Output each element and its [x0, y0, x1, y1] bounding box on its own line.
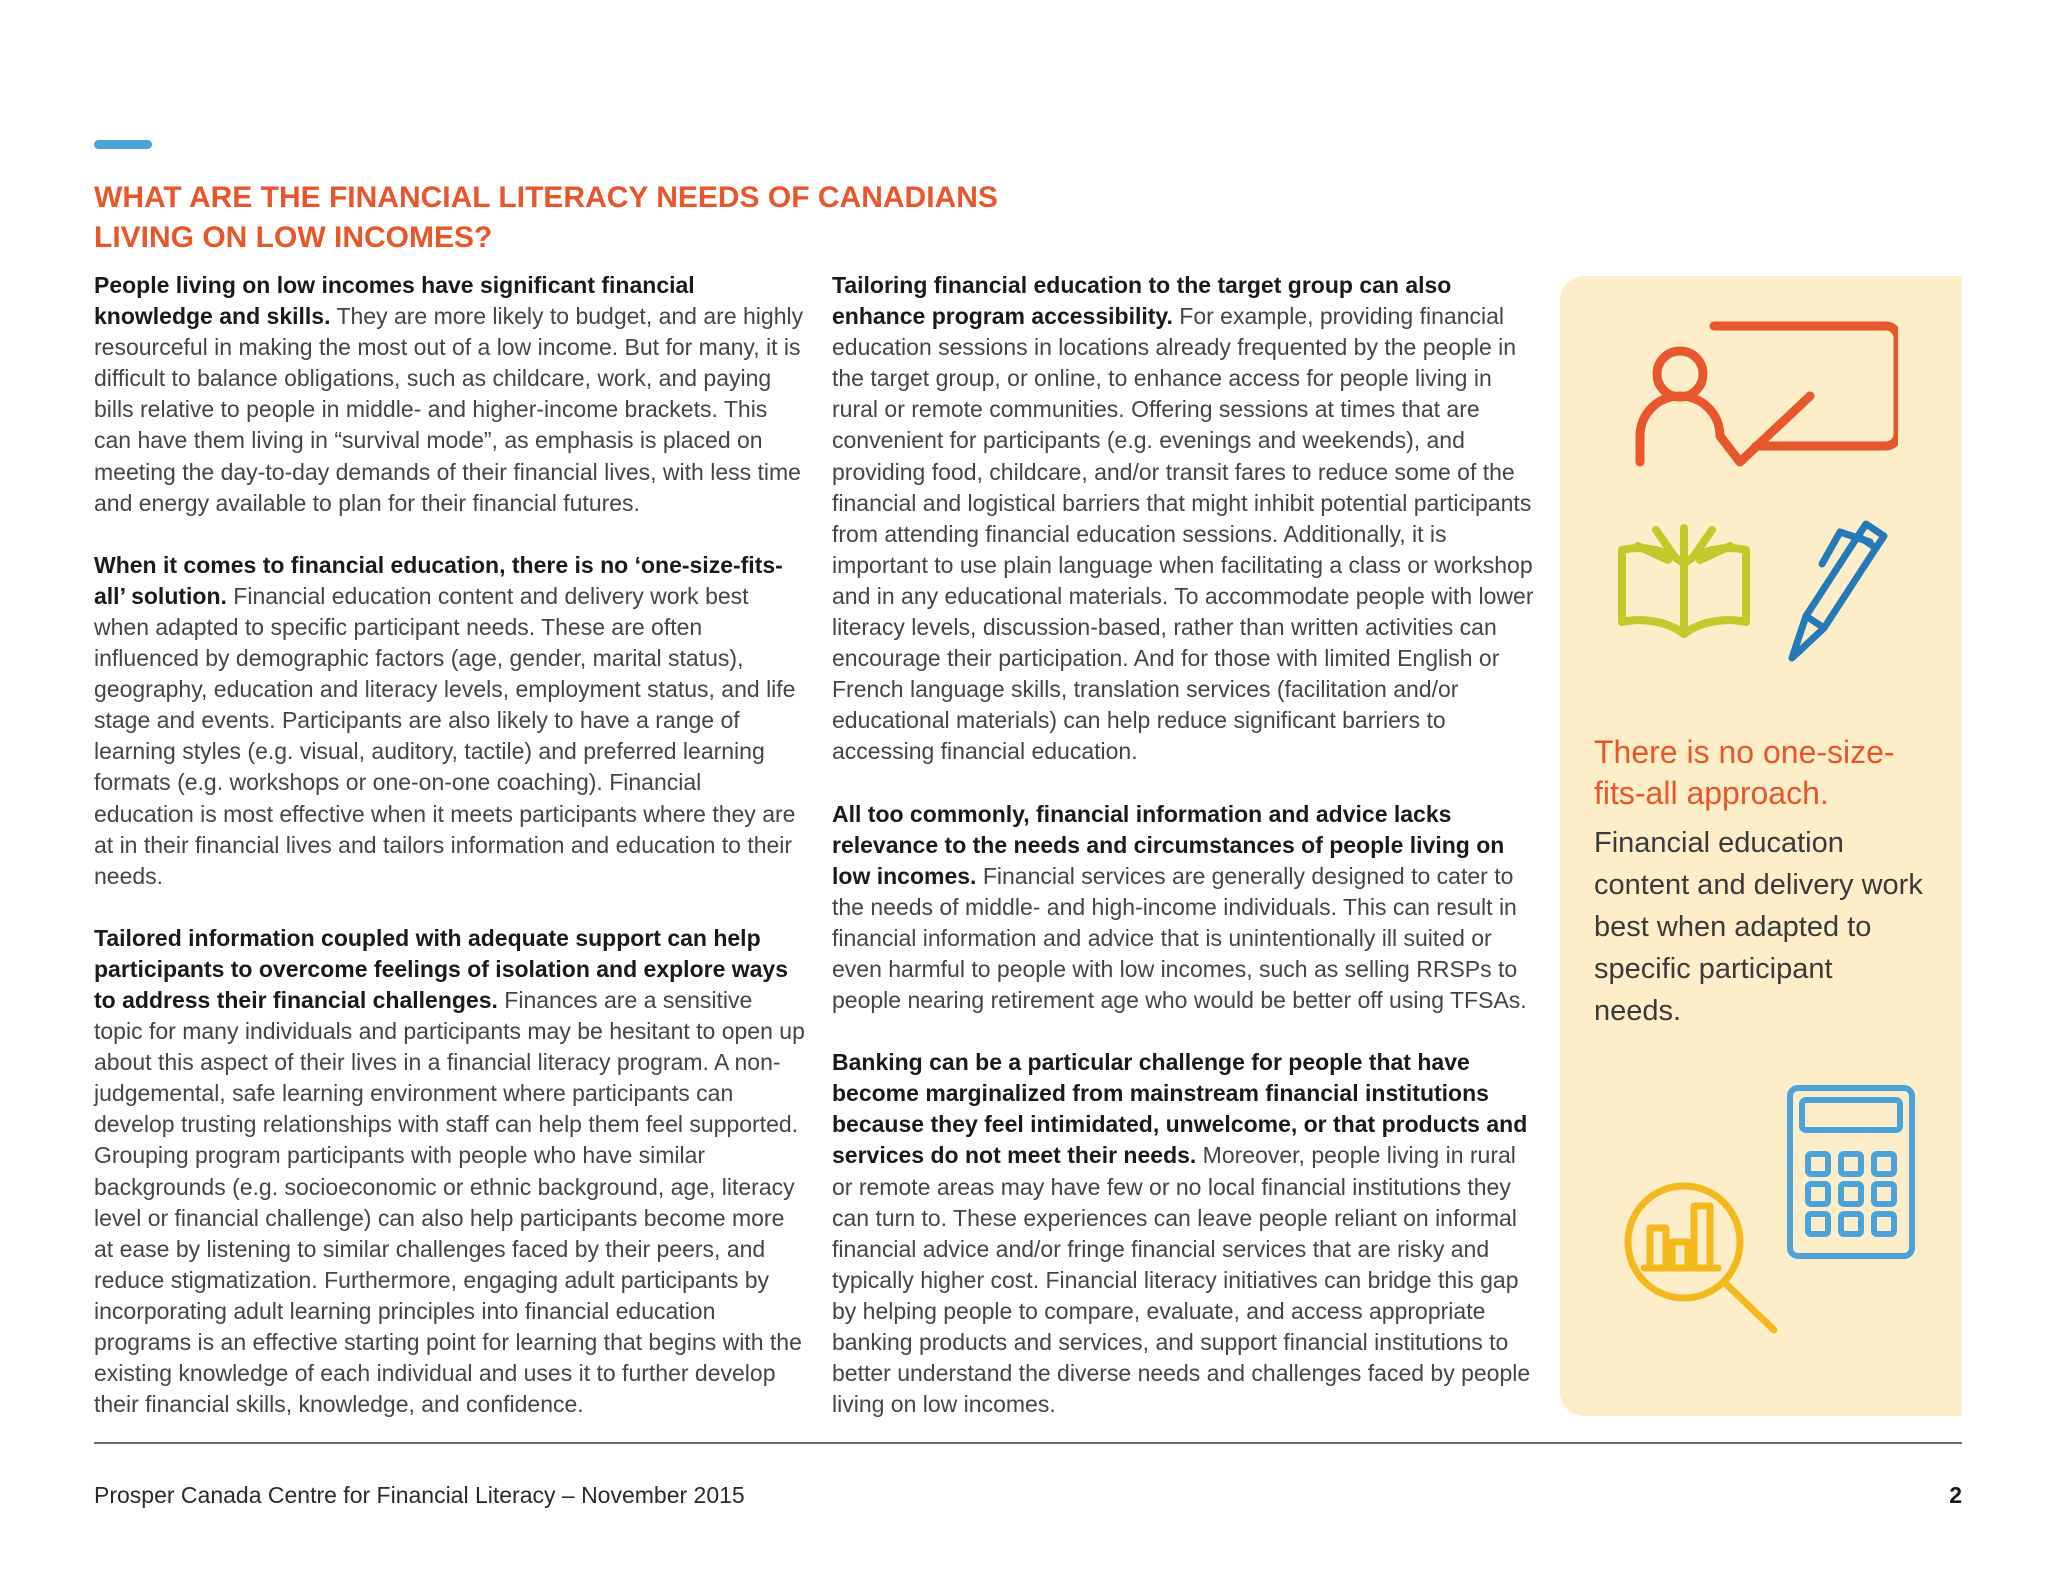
paragraph-lead: Tailoring financial education to the target group can also enhance program accessibility.: [832, 272, 1452, 330]
sidebar-body: Financial education content and delivery work best when adapted to specific participant needs.: [1594, 827, 1923, 1027]
paragraph: [832, 1047, 1542, 1420]
paragraph: [832, 270, 1542, 768]
calculator-icon: [1786, 1084, 1916, 1260]
paragraph-lead: All too commonly, financial information and advice lacks relevance to the needs and circumstances of people living on low incomes.: [832, 800, 1505, 889]
left-column: [94, 270, 806, 1451]
footer-divider: [94, 1442, 1962, 1444]
pen-icon: [1780, 512, 1890, 672]
accent-bar: [94, 140, 152, 149]
paragraph-lead: Tailored information coupled with adequate support can help participants to overcome feelings of isolation and explore ways to address their financial challenges.: [94, 924, 789, 1013]
magnifier-chart-icon: [1622, 1180, 1792, 1350]
paragraph-body: Financial services are generally designed to cater to the needs of middle- and high-income individuals. This can result in financial information and advice that is unintentionally ill suited or even harmful to people with low incomes, such as selling RRSPs to people nearing retirement age who would be better off using TFSAs.: [832, 862, 1527, 1014]
middle-column: [832, 270, 1542, 1451]
page-title-line-1: WHAT ARE THE FINANCIAL LITERACY NEEDS OF CANADIANS: [94, 181, 998, 214]
paragraph-body: Finances are a sensitive topic for many individuals and participants may be hesitant to open up about this aspect of their lives in a financial literacy program. A non-judgemental, safe learning environment where participants can develop trusting relationships with staff can help them feel supported. Grouping program participants with people who have similar backgrounds (e.g. socioeconomic or ethnic background, age, literacy level or financial challenge) can also help participants become more at ease by listening to similar challenges faced by their peers, and reduce stigmatization. Furthermore, engaging adult participants by incorporating adult learning principles into financial education programs is an effective starting point for learning that begins with the existing knowledge of each individual and uses it to further develop their financial skills, knowledge, and confidence.: [94, 986, 805, 1418]
open-book-icon: [1616, 506, 1752, 642]
paragraph-body: For example, providing financial education sessions in locations already frequented by the people in the target group, or online, to enhance access for people living in rural or remote communities. Offering sessions at times that are convenient for participants (e.g. evenings and weekends), and providing food, childcare, and/or transit fares to reduce some of the financial and logistical barriers that might inhibit potential participants from attending financial education sessions. Additionally, it is important to use plain language when facilitating a class or workshop and in any educational materials. To accommodate people with lower literacy levels, discussion-based, rather than written activities can encourage their participation. And for those with limited English or French language skills, translation services (facilitation and/or educational materials) can help reduce significant barriers to accessing financial education.: [832, 303, 1534, 765]
paragraph-lead: When it comes to financial education, there is no ‘one-size-fits-all’ solution.: [94, 551, 783, 609]
paragraph-body: They are more likely to budget, and are highly resourceful in making the most out of a low income. But for many, it is difficult to balance obligations, such as childcare, work, and paying bills relative to people in middle- and higher-income brackets. This can have them living in “survival mode”, as emphasis is placed on meeting the day-to-day demands of their financial lives, with less time and energy available to plan for their financial futures.: [94, 303, 804, 516]
paragraph-body: Financial education content and delivery work best when adapted to specific participant needs. These are often influenced by demographic factors (age, gender, marital status), geography, education and literacy levels, employment status, and life stage and events. Participants are also likely to have a range of learning styles (e.g. visual, auditory, tactile) and preferred learning formats (e.g. workshops or one-on-one coaching). Financial education is most effective when it meets participants where they are at in their financial lives and tailors information and education to their needs.: [94, 582, 796, 889]
paragraph: [94, 270, 806, 519]
paragraph: [94, 923, 806, 1421]
page-number: 2: [1949, 1482, 1962, 1508]
sidebar-heading: There is no one-size-fits-all approach.: [1594, 734, 1895, 811]
paragraph: [832, 799, 1542, 1017]
footer-text: Prosper Canada Centre for Financial Literacy – November 2015: [94, 1482, 745, 1508]
paragraph-lead: Banking can be a particular challenge for people that have become marginalized from mainstream financial institutions because they feel intimidated, unwelcome, or that products and services do not meet their needs.: [832, 1049, 1528, 1169]
presenter-board-icon: [1628, 304, 1898, 474]
paragraph-lead: People living on low incomes have significant financial knowledge and skills.: [94, 272, 695, 330]
sidebar-callout: [1560, 276, 1962, 1416]
paragraph-body: Moreover, people living in rural or remote areas may have few or no local financial institutions they can turn to. These experiences can leave people reliant on informal financial advice and/or fringe financial services that are risky and typically higher cost. Financial literacy initiatives can bridge this gap by helping people to compare, evaluate, and access appropriate banking products and services, and support financial institutions to better understand the diverse needs and challenges faced by people living on low incomes.: [832, 1142, 1531, 1418]
page-title-line-2: LIVING ON LOW INCOMES?: [94, 221, 493, 254]
paragraph: [94, 550, 806, 892]
page-title: [94, 178, 1054, 258]
